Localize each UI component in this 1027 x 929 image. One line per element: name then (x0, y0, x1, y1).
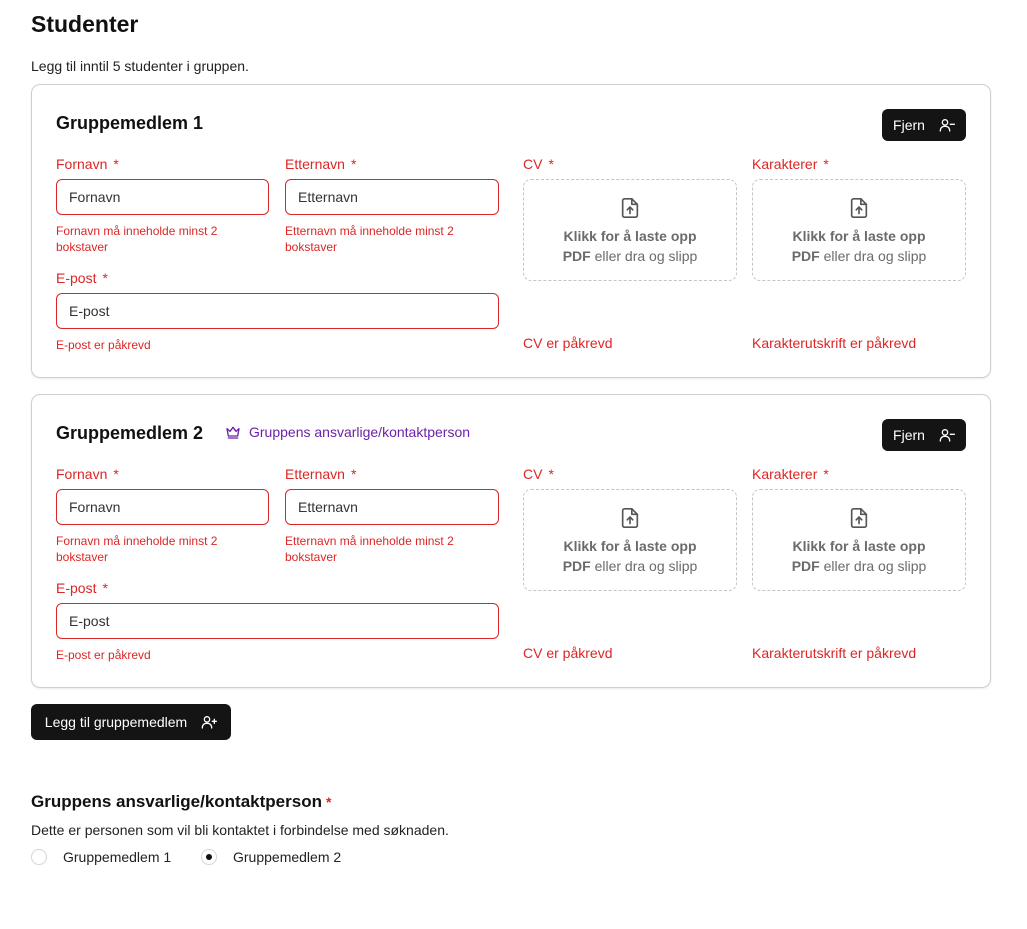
email-input[interactable] (56, 293, 499, 329)
cv-label: CV * (523, 466, 554, 482)
last-name-error: Etternavn må inneholde minst 2 bokstaver (285, 224, 454, 254)
page-subtitle: Legg til inntil 5 studenter i gruppen. (31, 58, 249, 74)
member-card-1 (31, 84, 991, 378)
grades-label: Karakterer * (752, 156, 829, 172)
member-title: Gruppemedlem 2 (56, 423, 204, 443)
remove-label: Fjern (893, 427, 925, 443)
file-upload-icon (848, 506, 870, 530)
contact-option-member-1[interactable] (31, 849, 171, 865)
first-name-label: Fornavn * (56, 156, 119, 172)
email-label: E-post * (56, 580, 108, 596)
member-card-2 (31, 394, 991, 688)
last-name-label: Etternavn * (285, 156, 357, 172)
upload-instruction: Klikk for å laste opp (792, 538, 926, 554)
last-name-input[interactable] (285, 489, 499, 525)
first-name-input[interactable] (56, 179, 269, 215)
grades-error: Karakterutskrift er påkrevd (752, 645, 917, 661)
radio-selected-dot (206, 854, 212, 860)
crown-icon (225, 424, 241, 440)
last-name-input[interactable] (285, 179, 499, 215)
add-member-button[interactable] (31, 704, 231, 740)
upload-hint: PDF eller dra og slipp (791, 248, 927, 264)
file-upload-icon (848, 196, 870, 220)
upload-hint: PDF eller dra og slipp (562, 248, 698, 264)
upload-hint: PDF eller dra og slipp (562, 558, 698, 574)
file-upload-icon (619, 196, 641, 220)
contact-person-description: Dette er personen som vil bli kontaktet i forbindelse med søknaden. (31, 822, 449, 838)
remove-label: Fjern (893, 117, 925, 133)
upload-hint: PDF eller dra og slipp (791, 558, 927, 574)
first-name-input[interactable] (56, 489, 269, 525)
member-title: Gruppemedlem 1 (56, 113, 204, 133)
contact-person-heading: Gruppens ansvarlige/kontaktperson * (31, 792, 332, 811)
first-name-label: Fornavn * (56, 466, 119, 482)
upload-instruction: Klikk for å laste opp (792, 228, 926, 244)
contact-option-member-2[interactable] (201, 849, 341, 865)
remove-member-button[interactable] (882, 109, 966, 141)
email-error: E-post er påkrevd (56, 648, 151, 662)
remove-member-button[interactable] (882, 419, 966, 451)
user-minus-icon (939, 427, 955, 443)
grades-label: Karakterer * (752, 466, 829, 482)
cv-upload-zone[interactable] (523, 489, 737, 591)
file-upload-icon (619, 506, 641, 530)
radio-label: Gruppemedlem 1 (63, 849, 172, 865)
page-title: Studenter (31, 11, 139, 37)
grades-upload-zone[interactable] (752, 179, 966, 281)
last-name-label: Etternavn * (285, 466, 357, 482)
add-member-label: Legg til gruppemedlem (44, 714, 188, 730)
user-minus-icon (939, 117, 955, 133)
first-name-error: Fornavn må inneholde minst 2 bokstaver (56, 534, 218, 564)
radio-button[interactable] (201, 849, 217, 865)
email-label: E-post * (56, 270, 108, 286)
last-name-error: Etternavn må inneholde minst 2 bokstaver (285, 534, 454, 564)
upload-instruction: Klikk for å laste opp (563, 538, 697, 554)
cv-error: CV er påkrevd (523, 645, 613, 661)
email-input[interactable] (56, 603, 499, 639)
upload-instruction: Klikk for å laste opp (563, 228, 697, 244)
first-name-error: Fornavn må inneholde minst 2 bokstaver (56, 224, 218, 254)
radio-button[interactable] (31, 849, 47, 865)
grades-upload-zone[interactable] (752, 489, 966, 591)
email-error: E-post er påkrevd (56, 338, 151, 352)
cv-upload-zone[interactable] (523, 179, 737, 281)
grades-error: Karakterutskrift er påkrevd (752, 335, 917, 351)
cv-error: CV er påkrevd (523, 335, 613, 351)
contact-person-badge: Gruppens ansvarlige/kontaktperson (225, 424, 470, 440)
user-plus-icon (201, 714, 217, 730)
radio-label: Gruppemedlem 2 (233, 849, 342, 865)
cv-label: CV * (523, 156, 554, 172)
